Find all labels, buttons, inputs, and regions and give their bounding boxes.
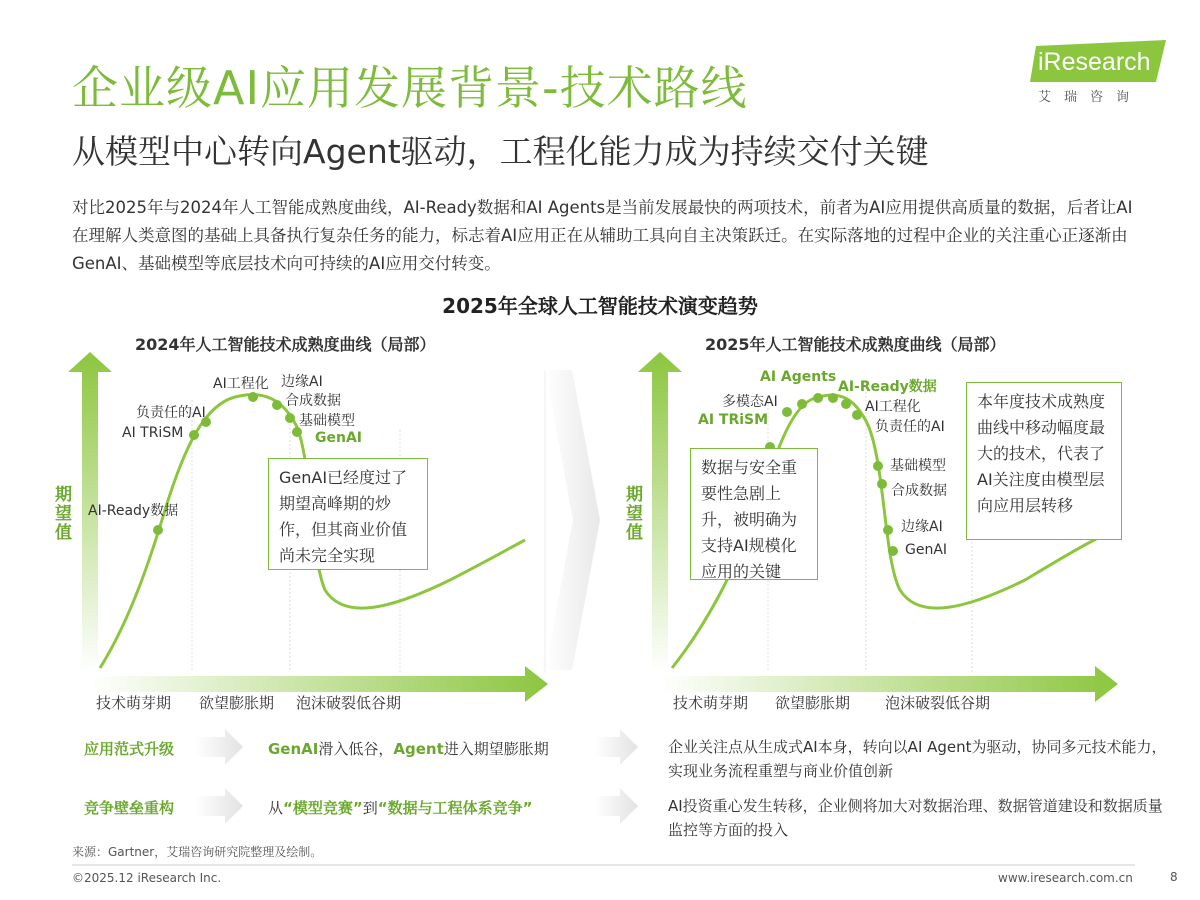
phase-label-trough-2024: 泡沫破裂低谷期 bbox=[296, 694, 402, 712]
logo-subtext: 艾瑞咨询 bbox=[1038, 90, 1143, 105]
phase-label-peak-2025: 欲望膨胀期 bbox=[775, 694, 851, 712]
row1-left-arrow bbox=[195, 729, 243, 765]
phase-label-trigger-2024: 技术萌芽期 bbox=[96, 694, 172, 712]
label-ai-engineering-2024: AI工程化 bbox=[213, 376, 269, 392]
phase-label-trigger-2025: 技术萌芽期 bbox=[673, 694, 749, 712]
point-ai-agents-2025-b bbox=[813, 393, 823, 403]
label-ai-agents-2025: AI Agents bbox=[760, 369, 837, 385]
point-synthetic-data-2025 bbox=[877, 479, 887, 489]
row-middle-barrier-restructure: 从“模型竞赛”到“数据与工程体系竞争” bbox=[268, 799, 533, 817]
label-ai-trism-2025: AI TRiSM bbox=[698, 412, 769, 428]
row2-right-arrow bbox=[595, 788, 638, 824]
transition-arrow bbox=[545, 370, 600, 670]
label-genai-2025: GenAI bbox=[905, 542, 948, 558]
page-subtitle: 从模型中心转向Agent驱动，工程化能力成为持续交付关键 bbox=[72, 132, 929, 171]
copyright: ©2025.12 iResearch Inc. bbox=[72, 871, 222, 885]
logo-text: iResearch bbox=[1038, 48, 1151, 76]
row-right-paradigm-upgrade: 企业关注点从生成式AI本身，转向以AI Agent为驱动，协同多元技术能力，实现业务流程重塑与商业价值创新 bbox=[668, 738, 1167, 780]
point-genai-2025 bbox=[888, 546, 898, 556]
point-multimodal-ai-2025 bbox=[782, 407, 792, 417]
label-edge-ai-2024: 边缘AI bbox=[281, 374, 323, 390]
label-ai-ready-2024: AI-Ready数据 bbox=[88, 503, 179, 519]
label-synthetic-data-2025: 合成数据 bbox=[891, 483, 947, 499]
label-ai-engineering-2025: AI工程化 bbox=[865, 399, 921, 415]
point-ai-ready-2024 bbox=[153, 525, 163, 535]
row-label-paradigm-upgrade: 应用范式升级 bbox=[84, 740, 175, 758]
label-edge-ai-2025: 边缘AI bbox=[901, 519, 943, 535]
intro-paragraph: 对比2025年与2024年人工智能成熟度曲线，AI-Ready数据和AI Agents是当前发展最快的两项技术，前者为AI应用提供高质量的数据，后者让AI在理解人类意图的基础上具备执行复杂任务的能力，标志着AI应用正在从辅助工具向自主决策跃迁。在实际落地的过程中企业的关注重心正逐渐由GenAI、基础模型等底层技术向可持续的AI应用交付转变。 bbox=[72, 198, 1133, 273]
label-ai-ready-2025: AI-Ready数据 bbox=[838, 379, 937, 395]
chart-2025-title: 2025年人工智能技术成熟度曲线（局部） bbox=[705, 335, 1006, 354]
point-ai-trism-2024 bbox=[189, 430, 199, 440]
page-title: 企业级AI应用发展背景-技术路线 bbox=[72, 61, 748, 115]
point-ai-engineering-2024 bbox=[248, 392, 258, 402]
genai-callout-2024: GenAI已经度过了期望高峰期的炒作，但其商业价值尚未完全实现 bbox=[268, 458, 428, 570]
point-edge-ai-2024 bbox=[272, 400, 282, 410]
row-right-barrier-restructure: AI投资重心发生转移，企业侧将加大对数据治理、数据管道建设和数据质量监控等方面的投入 bbox=[668, 797, 1163, 839]
label-multimodal-ai-2025: 多模态AI bbox=[722, 394, 778, 410]
row2-left-arrow bbox=[195, 788, 243, 824]
chart-2025-y-label: 期望值 bbox=[626, 485, 643, 543]
label-foundation-models-2025: 基础模型 bbox=[890, 458, 946, 474]
point-ai-ready-2025-a bbox=[828, 393, 838, 403]
label-ai-trism-2024: AI TRiSM bbox=[122, 425, 184, 441]
phase-label-trough-2025: 泡沫破裂低谷期 bbox=[885, 694, 991, 712]
label-genai-2024: GenAI bbox=[315, 430, 362, 446]
label-responsible-ai-2024: 负责任的AI bbox=[136, 405, 206, 421]
source-note: 来源：Gartner，艾瑞咨询研究院整理及绘制。 bbox=[72, 845, 323, 859]
row1-right-arrow bbox=[595, 729, 638, 765]
point-ai-ready-2025-b bbox=[841, 399, 851, 409]
point-edge-ai-2025 bbox=[883, 525, 893, 535]
point-synthetic-data-2024 bbox=[285, 413, 295, 423]
website-link[interactable]: www.iresearch.com.cn bbox=[998, 871, 1133, 885]
page-number: 8 bbox=[1170, 870, 1178, 884]
row-label-barrier-restructure: 竞争壁垒重构 bbox=[84, 799, 175, 817]
chart-2024-title: 2024年人工智能技术成熟度曲线（局部） bbox=[135, 335, 436, 354]
ai-agents-callout-2025: 本年度技术成熟度曲线中移动幅度最大的技术，代表了AI关注度由模型层向应用层转移 bbox=[966, 382, 1122, 540]
label-synthetic-data-2024: 合成数据 bbox=[285, 393, 341, 409]
chart-2024-y-label: 期望值 bbox=[55, 485, 72, 543]
label-foundation-models-2024: 基础模型 bbox=[299, 413, 355, 429]
main-heading: 2025年全球人工智能技术演变趋势 bbox=[442, 294, 758, 318]
point-ai-engineering-2025 bbox=[852, 410, 862, 420]
point-ai-agents-2025-a bbox=[797, 399, 807, 409]
phase-label-peak-2024: 欲望膨胀期 bbox=[199, 694, 275, 712]
label-responsible-ai-2025: 负责任的AI bbox=[875, 419, 945, 435]
point-foundation-models-2025 bbox=[873, 461, 883, 471]
row-middle-paradigm-upgrade: GenAI滑入低谷，Agent进入期望膨胀期 bbox=[268, 740, 549, 758]
data-security-callout-2025: 数据与安全重要性急剧上升，被明确为支持AI规模化应用的关键 bbox=[690, 448, 818, 580]
